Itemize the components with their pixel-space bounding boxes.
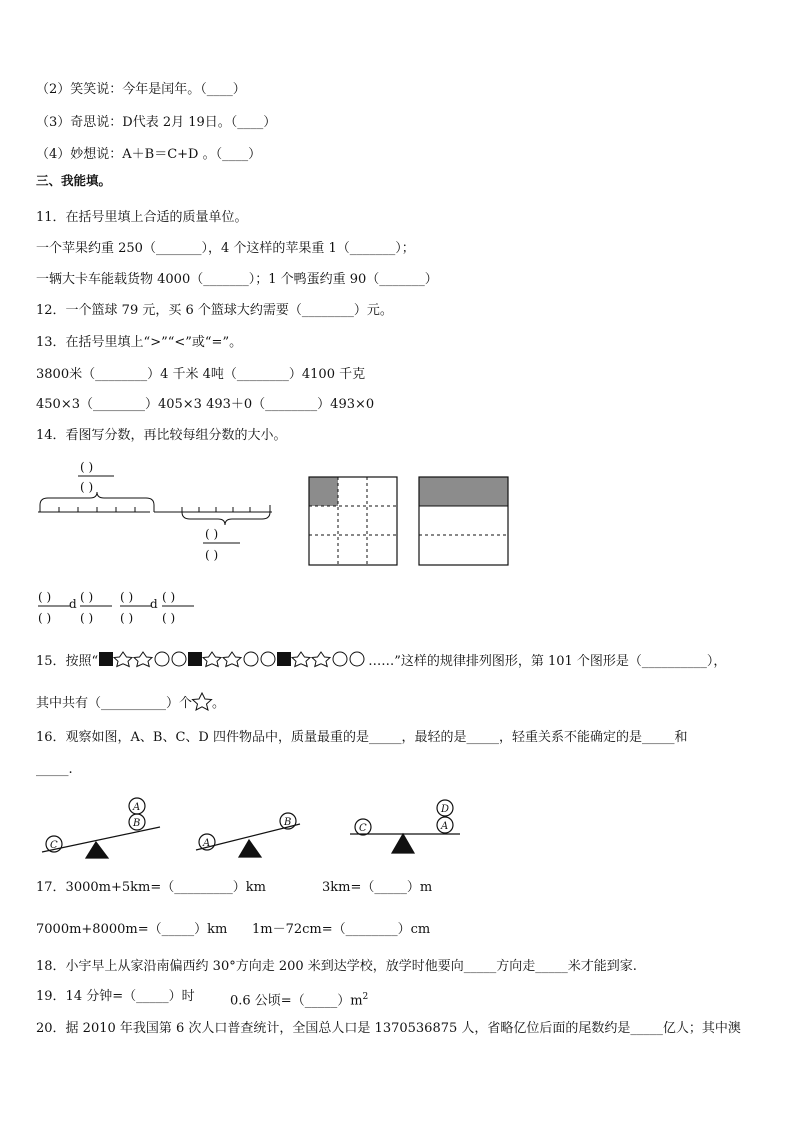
q14-frac4-num: ( ) [162,590,176,604]
seesaw2-high-label: B [284,817,292,828]
question-13-line-a: 3800米（________）4 千米 4吨（________）4100 千克 [36,367,366,382]
seesaw1-low-label: C [50,840,58,851]
seesaw2-low-label: A [203,838,211,849]
section-3-heading: 三、我能填。 [36,173,112,188]
question-11: 11．在括号里填上合适的质量单位。 [36,210,248,225]
question-19-b [230,988,368,1010]
q14-d1: d [69,597,77,611]
q14-frac3-den: ( ) [120,611,134,625]
seesaw3-mid-label: A [441,821,449,832]
q14-brace-top-denominator: ( ) [80,480,94,494]
statement-3: （3）奇思说：D代表 2月 19日。（____） [36,115,277,130]
question-17-b2: 1m－72cm=（________）cm [252,922,431,937]
question-14: 14．看图写分数，再比较每组分数的大小。 [36,428,287,443]
q14-frac2-num: ( ) [80,590,94,604]
q14-brace-bottom-numerator: ( ) [205,527,219,541]
q14-frac4-den: ( ) [162,611,176,625]
q15b-pre: 其中共有（__________）个 [36,696,193,711]
statement-2: （2）笑笑说：今年是闰年。（____） [36,82,246,97]
q19b-text: 0.6 公顷=（_____）m [230,993,363,1009]
question-13-line-b: 450×3（________）405×3 493＋0（________）493×0 [36,397,375,412]
seesaw1-mid-label: B [133,818,141,829]
q15-pre: 15．按照“ [36,654,99,669]
question-17-a1: 17．3000m+5km=（_________）km [36,880,266,895]
question-17-b1: 7000m+8000m=（_____）km [36,922,228,937]
q19b-sup: 2 [362,992,369,1002]
statement-4: （4）妙想说：A＋B＝C+D 。（____） [36,147,262,162]
question-20: 20．据 2010 年我国第 6 次人口普查统计，全国总人口是 1370536875 人，省略亿位后面的尾数约是_____亿人；其中澳 [36,1021,741,1036]
q14-frac2-den: ( ) [80,611,94,625]
q14-frac3-num: ( ) [120,590,134,604]
question-16-line-a: 16．观察如图，A、B、C、D 四件物品中，质量最重的是_____，最轻的是_____，轻重关系不能确定的是_____和 [36,730,688,745]
q14-d2: d [150,597,158,611]
q14-frac1-den: ( ) [38,611,52,625]
q14-brace-bottom-denominator: ( ) [205,548,219,562]
question-11-line-a: 一个苹果约重 250（_______），4 个这样的苹果重 1（_______）； [36,241,415,256]
q15b-post: 。 [212,696,226,711]
question-17-a2: 3km=（_____）m [322,880,433,895]
seesaw3-low-label: C [359,823,367,834]
question-12: 12．一个篮球 79 元，买 6 个篮球大约需要（________）元。 [36,303,393,318]
question-18: 18．小宇早上从家沿南偏西约 30°方向走 200 米到达学校，放学时他要向_____方向走_____米才能到家. [36,959,637,974]
q14-brace-top-numerator: ( ) [80,460,94,474]
q15-post: ……”这样的规律排列图形，第 101 个图形是（__________）， [368,654,727,669]
seesaw3-top-label: D [441,804,450,815]
question-11-line-b: 一辆大卡车能载货物 4000（_______）；1 个鸭蛋约重 90（_______） [36,272,438,287]
question-16-line-b: _____. [36,762,73,777]
question-19-a: 19．14 分钟=（_____）时 [36,989,195,1004]
seesaw1-top-label: A [133,802,141,813]
q14-frac1-num: ( ) [38,590,52,604]
question-13: 13．在括号里填上“>”“<”或“=”。 [36,335,243,350]
